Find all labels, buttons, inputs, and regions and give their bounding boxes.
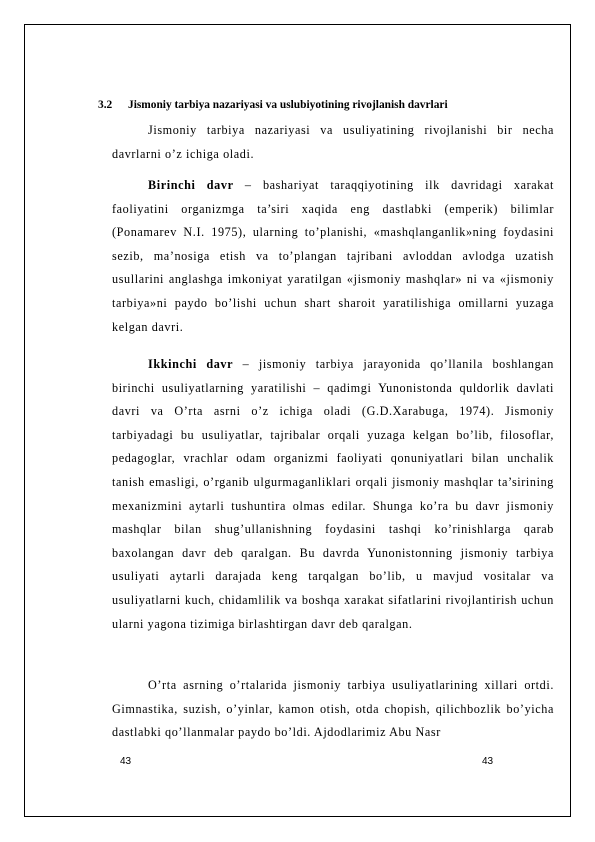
page-number-right: 43: [482, 756, 494, 767]
paragraph-second-period: [112, 353, 554, 636]
section-number: 3.2: [98, 99, 113, 111]
paragraph-middle-ages: [112, 674, 554, 745]
paragraph-text: Jismoniy tarbiya nazariyasi va usuliyatining rivojlanishi bir necha davrlarni o’z ichiga oladi.: [112, 123, 554, 161]
page-number-left: 43: [120, 756, 132, 767]
paragraph-lead: Ikkinchi davr: [148, 357, 234, 371]
paragraph-intro: [112, 119, 554, 166]
section-title: Jismoniy tarbiya nazariyasi va uslubiyotining rivojlanish davrlari: [128, 99, 448, 111]
paragraph-text: – bashariyat taraqqiyotining ilk davridagi xarakat faoliyatini organizmga ta’siri xaqida eng dastlabki (emperik) bilimlar (Ponamarev N.I. 1975), ularning to’planishi, «mashqlanganlik»ning foydasini sezib, ma’nosiga etish va to’plangan tajribani avloddan avlodga uzatish usullarini anglashga imkoniyat yaratilgan «jismoniy mashqlar» ni va «jismoniy tarbiya»ni paydo bo’lishi uchun shart sharoit yaratilishiga omillarni yuzaga kelgan davri.: [112, 178, 554, 334]
paragraph-lead: Birinchi davr: [148, 178, 234, 192]
paragraph-text: O’rta asrning o’rtalarida jismoniy tarbiya usuliyatlarining xillari ortdi. Gimnastika, suzish, o’yinlar, kamon otish, otda chopish, qilichbozlik bo’yicha dastlabki qo’llanmalar paydo bo’ldi. Ajdodlarimiz Abu Nasr: [112, 678, 554, 740]
section-heading: [98, 96, 554, 114]
paragraph-first-period: [112, 174, 554, 339]
paragraph-text: – jismoniy tarbiya jarayonida qo’llanila boshlangan birinchi usuliyatlarning yaratilishi – qadimgi Yunonistonda quldorlik davlati davri va O’rta asrni o’z ichiga oladi (G.D.Xarabuga, 1974). Jismoniy tarbiyadagi bu usuliyatlar, tajribalar orqali yuzaga kelgan bo’lib, filosoflar, pedagoglar, vrachlar odam organizmi faoliyati qonuniyatlari bilan unchalik tanish emasligi, o’rganib ulgurmaganliklari orqali jismoniy mashqlar ta’sirining mexanizmini aytarli tushuntira olmas edilar. Shunga ko’ra bu davr jismoniy mashqlar bilan shug’ullanishning foydasini tashqi ko’rinishlarga qarab baxolangan davr deb qaralgan. Bu davrda Yunonistonning jismoniy tarbiya usuliyati aytarli darajada keng tarqalgan bo’lib, u mavjud vositalar va usuliyatlarni kuch, chidamlilik va boshqa xarakat sifatlarini rivojlantirish uchun ularni yagona tizimiga birlashtirgan davr deb qaralgan.: [112, 357, 554, 631]
